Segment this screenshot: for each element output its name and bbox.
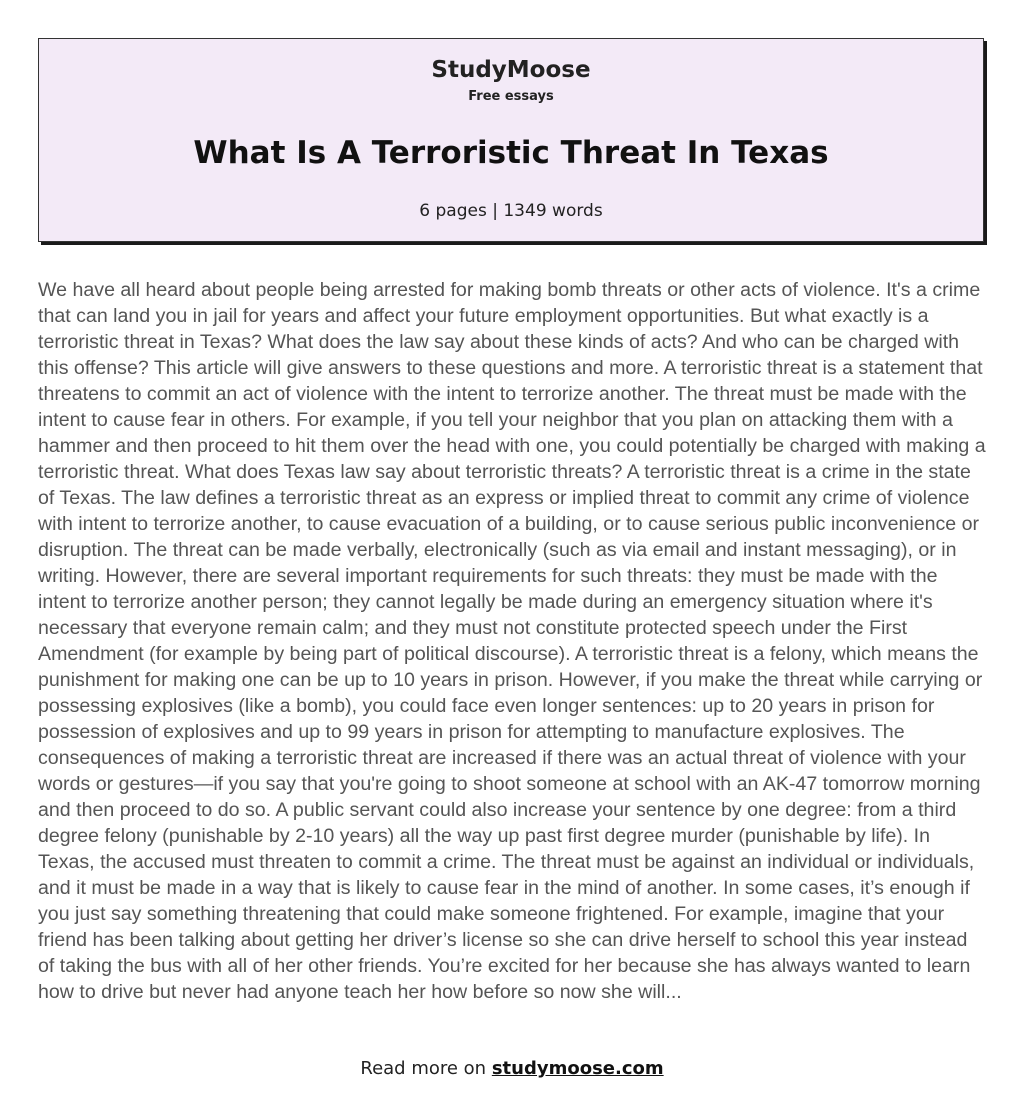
essay-meta: 6 pages | 1349 words — [419, 201, 603, 221]
essay-header-card — [38, 38, 984, 242]
brand-logo[interactable]: StudyMoose — [431, 57, 591, 83]
brand-subtitle: Free essays — [468, 89, 554, 104]
essay-body: We have all heard about people being arrested for making bomb threats or other acts of violence. It's a crime that can land you in jail for years and affect your future employment opportunities. But what exactly is a terroristic threat in Texas? What does the law say about these kinds of acts? And who can be charged with this offense? This article will give answers to these questions and more. A terroristic threat is a statement that threatens to commit an act of violence with the intent to terrorize another. The threat must be made with the intent to cause fear in others. For example, if you tell your neighbor that you plan on attacking them with a hammer and then proceed to hit them over the head with one, you could potentially be charged with making a terroristic threat. What does Texas law say about terroristic threats? A terroristic threat is a crime in the state of Texas. The law defines a terroristic threat as an express or implied threat to commit any crime of violence with intent to terrorize another, to cause evacuation of a building, or to cause serious public inconvenience or disruption. The threat can be made verbally, electronically (such as via email and instant messaging), or in writing. However, there are several important requirements for such threats: they must be made with the intent to terrorize another person; they cannot legally be made during an emergency situation where it's necessary that everyone remain calm; and they must not constitute protected speech under the First Amendment (for example by being part of political discourse). A terroristic threat is a felony, which means the punishment for making one can be up to 10 years in prison. However, if you make the threat while carrying or possessing explosives (like a bomb), you could face even longer sentences: up to 20 years in prison for possession of explosives and up to 99 years in prison for attempting to manufacture explosives. The consequences of making a terroristic threat are increased if there was an actual threat of violence with your words or gestures—if you say that you're going to shoot someone at school with an AK-47 tomorrow morning and then proceed to do so. A public servant could also increase your sentence by one degree: from a third degree felony (punishable by 2-10 years) all the way up past first degree murder (punishable by life). In Texas, the accused must threaten to commit a crime. The threat must be against an individual or individuals, and it must be made in a way that is likely to cause fear in the mind of another. In some cases, it’s enough if you just say something threatening that could make someone frightened. For example, imagine that your friend has been talking about getting her driver’s license so she can drive herself to school this year instead of taking the bus with all of her other friends. You’re excited for her because she has always wanted to learn how to drive but never had anyone teach her how before so now she will... — [38, 279, 986, 1003]
read-more-link[interactable]: studymoose.com — [491, 1058, 664, 1079]
read-more-line — [0, 1058, 1024, 1079]
read-more-prefix: Read more on — [360, 1058, 492, 1079]
page-title: What Is A Terroristic Threat In Texas — [193, 135, 829, 171]
